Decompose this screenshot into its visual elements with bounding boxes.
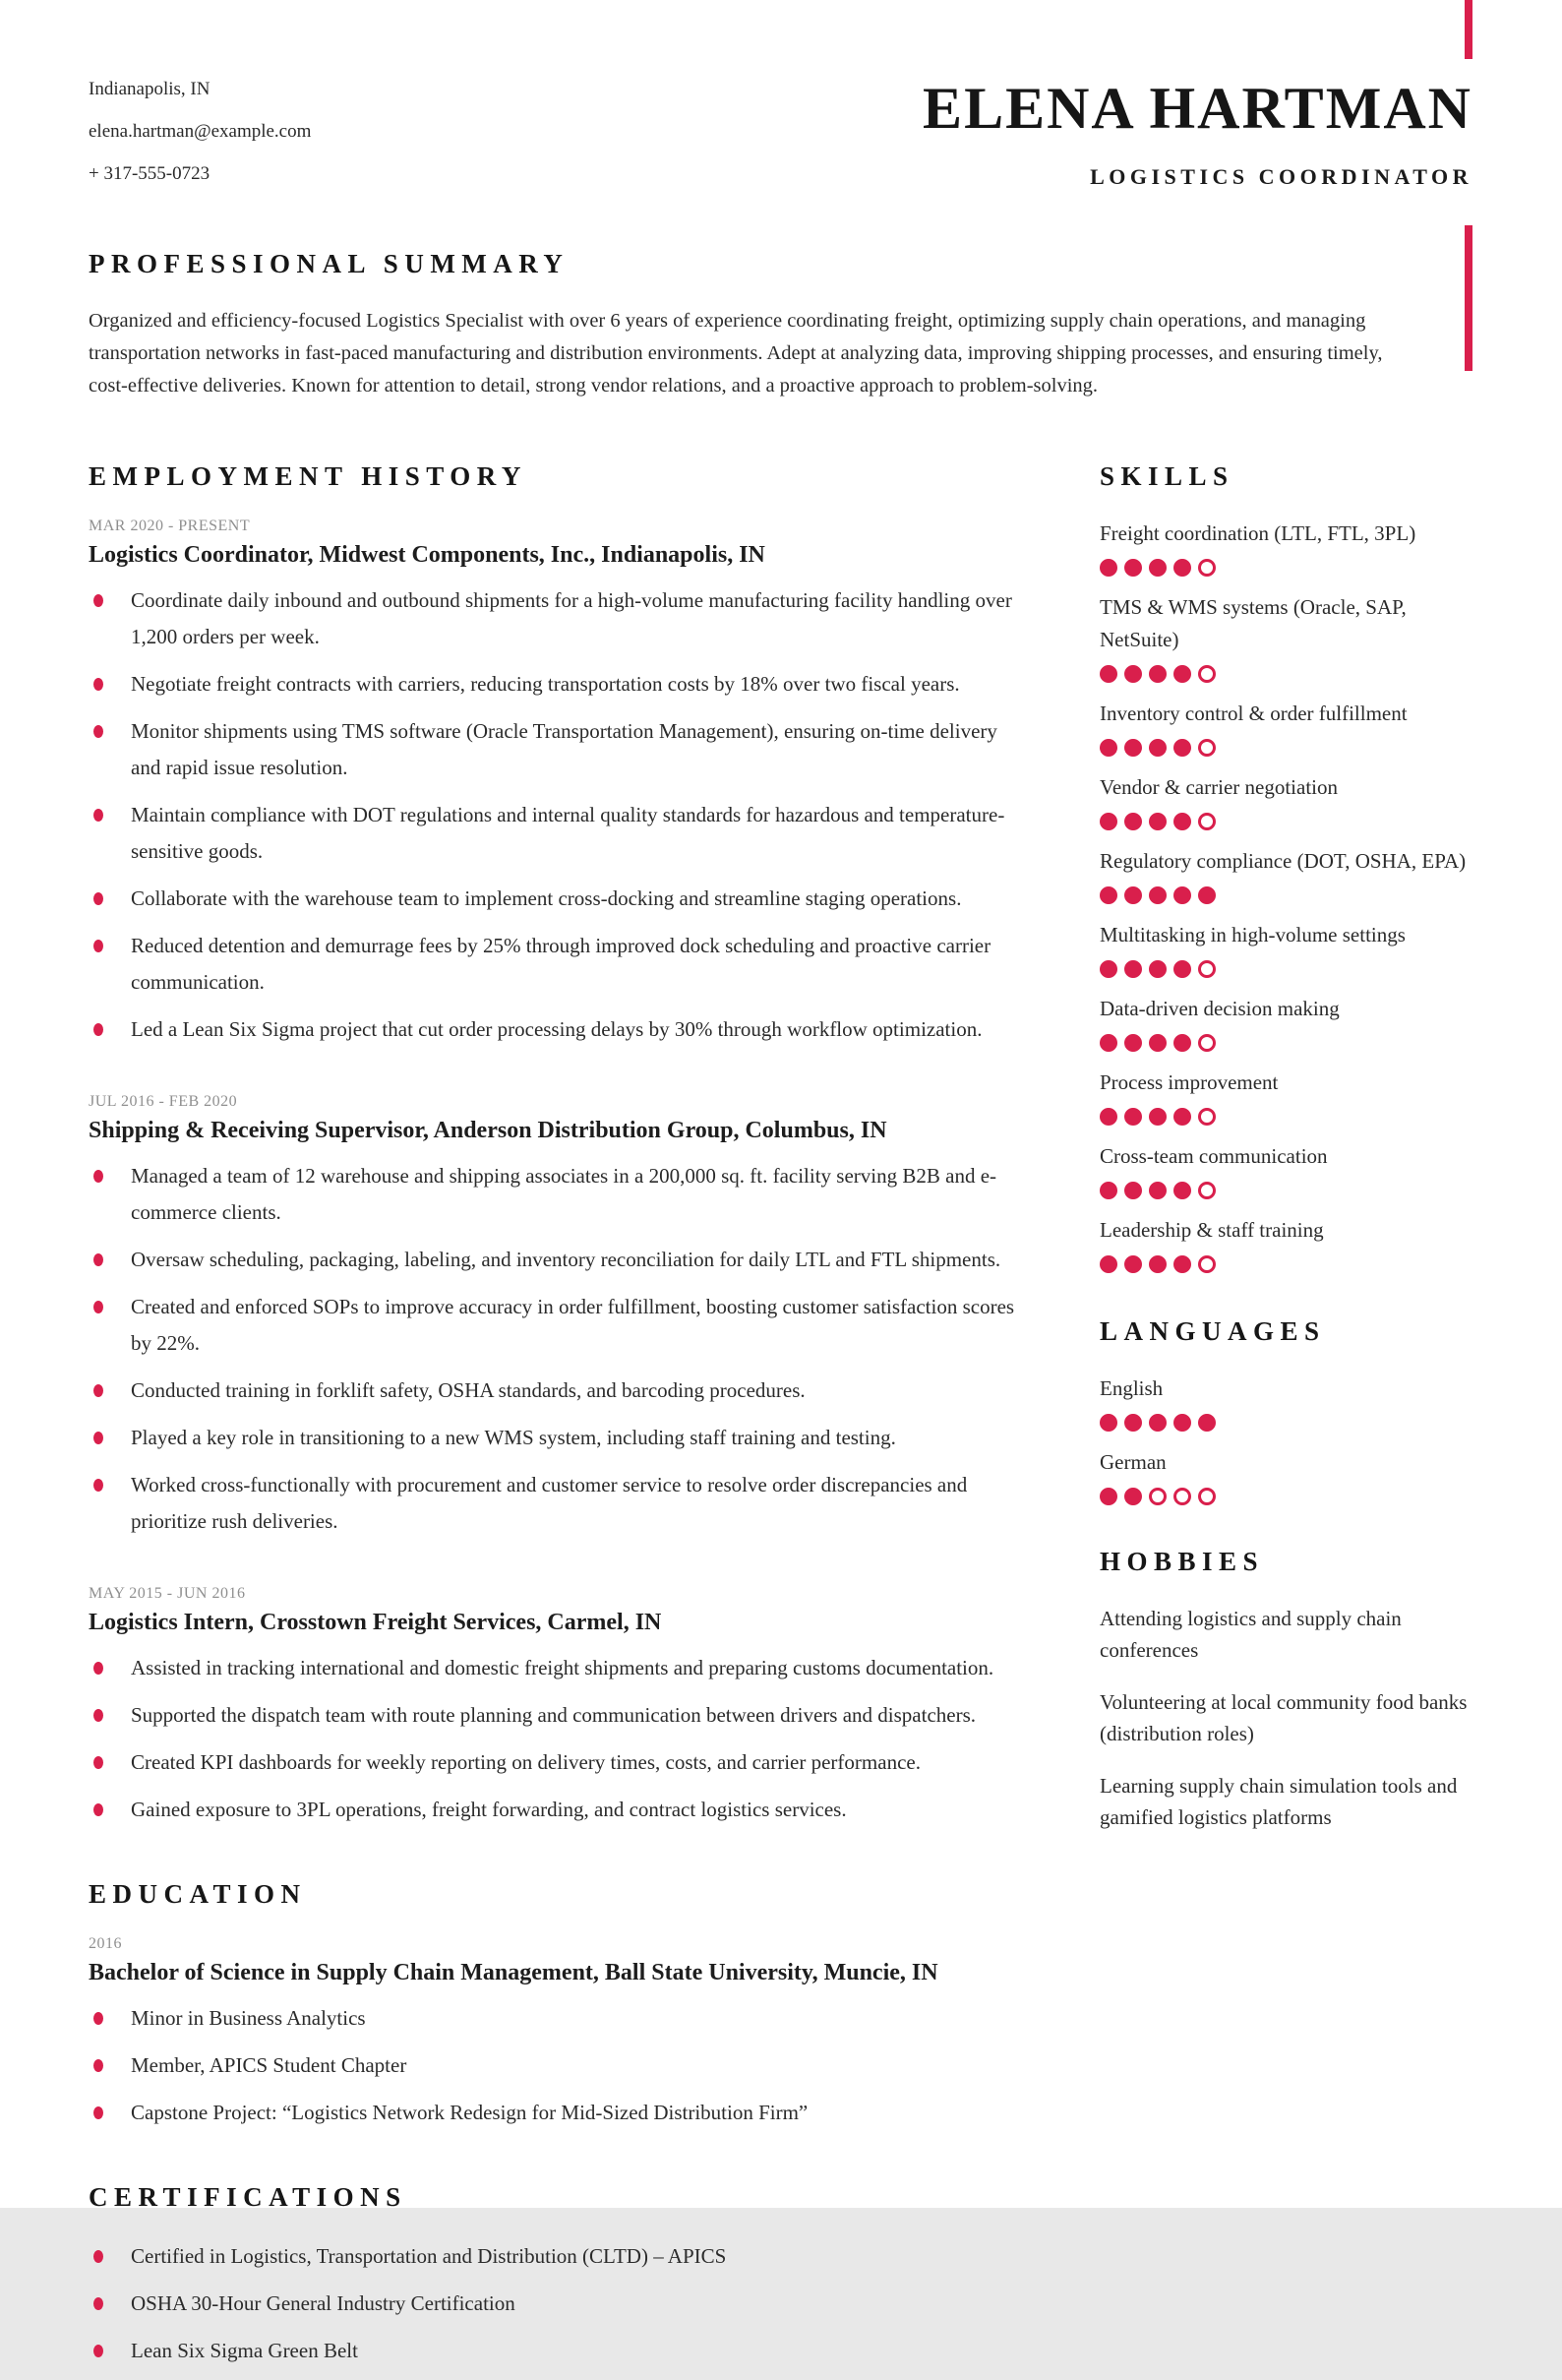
contact-phone: + 317-555-0723: [89, 163, 210, 184]
rating-dot-filled: [1124, 813, 1142, 830]
header: [89, 0, 1472, 206]
hobbies-section: [1100, 1547, 1472, 1833]
main-column: [89, 461, 1028, 2380]
skills-heading: SKILLS: [1100, 461, 1234, 491]
employment-history-section: [89, 461, 1028, 1828]
bullet-text: Gained exposure to 3PL operations, freight forwarding, and contract logistics services.: [131, 1798, 847, 1821]
bullet-text: Certified in Logistics, Transportation and Distribution (CLTD) – APICS: [131, 2244, 727, 2268]
bullet-icon: [93, 2059, 103, 2072]
bullet-icon: [93, 1253, 103, 1266]
certifications-section: [89, 2182, 1028, 2369]
rating-dot-empty: [1198, 1182, 1216, 1199]
bullet-item: [89, 1242, 1028, 1278]
job-dates: JUL 2016 - FEB 2020: [89, 1093, 238, 1110]
rating-dot-empty: [1149, 1488, 1167, 1505]
rating-dot-filled: [1100, 1414, 1117, 1432]
bullet-text: Reduced detention and demurrage fees by 25% through improved dock scheduling and proactive carrier communication.: [131, 934, 991, 994]
education-section: [89, 1879, 1028, 2131]
bullet-icon: [93, 2345, 103, 2357]
education-heading: EDUCATION: [89, 1879, 307, 1909]
sidebar-column: [1100, 461, 1472, 2380]
skill-rating: [1100, 813, 1472, 830]
bullet-item: [89, 2095, 1028, 2131]
rating-dot-empty: [1198, 1034, 1216, 1052]
rating-dot-filled: [1124, 886, 1142, 904]
accent-bar-middle: [1465, 225, 1472, 371]
languages-section: [1100, 1316, 1472, 1505]
rating-dot-filled: [1173, 1108, 1191, 1126]
two-column-layout: [89, 461, 1472, 2380]
skill-rating: [1100, 1108, 1472, 1126]
skill-rating: [1100, 1034, 1472, 1052]
rating-dot-filled: [1149, 813, 1167, 830]
bullet-text: Played a key role in transitioning to a new WMS system, including staff training and testing.: [131, 1426, 896, 1449]
bullet-item: [89, 666, 1028, 702]
rating-dot-filled: [1100, 665, 1117, 683]
bullet-item: [89, 1467, 1028, 1540]
bullet-text: Minor in Business Analytics: [131, 2006, 366, 2030]
rating-dot-filled: [1173, 1414, 1191, 1432]
bullet-icon: [93, 809, 103, 822]
professional-summary-section: [89, 249, 1472, 402]
bullet-icon: [93, 1479, 103, 1492]
bullet-icon: [93, 1709, 103, 1722]
skill-item: [1100, 1140, 1472, 1199]
certifications-bullet-list: [89, 2238, 1028, 2369]
rating-dot-filled: [1173, 559, 1191, 577]
job-dates: MAY 2015 - JUN 2016: [89, 1585, 246, 1602]
bullet-item: [89, 1744, 1028, 1781]
bullet-item: [89, 1158, 1028, 1231]
rating-dot-filled: [1100, 813, 1117, 830]
contact-block: [89, 79, 311, 206]
job-dates: MAR 2020 - PRESENT: [89, 518, 251, 534]
bullet-item: [89, 1792, 1028, 1828]
skill-label: Inventory control & order fulfillment: [1100, 702, 1408, 725]
certifications-heading: CERTIFICATIONS: [89, 2182, 407, 2212]
bullet-text: Negotiate freight contracts with carriers, reducing transportation costs by 18% over two fiscal years.: [131, 672, 960, 696]
rating-dot-filled: [1100, 739, 1117, 757]
bullet-item: [89, 1650, 1028, 1686]
rating-dot-filled: [1149, 559, 1167, 577]
skill-rating: [1100, 1255, 1472, 1273]
rating-dot-empty: [1173, 1488, 1191, 1505]
rating-dot-filled: [1100, 886, 1117, 904]
rating-dot-empty: [1198, 1108, 1216, 1126]
job-bullet-list: [89, 582, 1028, 1048]
rating-dot-filled: [1173, 1182, 1191, 1199]
rating-dot-filled: [1124, 960, 1142, 978]
bullet-icon: [93, 1662, 103, 1675]
hobbies-heading: HOBBIES: [1100, 1547, 1265, 1576]
rating-dot-empty: [1198, 1488, 1216, 1505]
skill-label: Multitasking in high-volume settings: [1100, 923, 1406, 946]
bullet-text: Capstone Project: “Logistics Network Redesign for Mid-Sized Distribution Firm”: [131, 2101, 809, 2124]
rating-dot-filled: [1198, 886, 1216, 904]
hobby-item: Volunteering at local community food banks (distribution roles): [1100, 1690, 1468, 1745]
bullet-icon: [93, 2250, 103, 2263]
bullet-text: Member, APICS Student Chapter: [131, 2053, 407, 2077]
rating-dot-filled: [1198, 1414, 1216, 1432]
bullet-item: [89, 1697, 1028, 1734]
rating-dot-filled: [1173, 886, 1191, 904]
bullet-item: [89, 582, 1028, 655]
rating-dot-filled: [1124, 1108, 1142, 1126]
job-bullet-list: [89, 1158, 1028, 1540]
person-job-title: LOGISTICS COORDINATOR: [1090, 164, 1472, 189]
language-rating: [1100, 1414, 1472, 1432]
skill-label: Data-driven decision making: [1100, 997, 1340, 1020]
bullet-item: [89, 713, 1028, 786]
rating-dot-filled: [1124, 1488, 1142, 1505]
skill-item: [1100, 698, 1472, 757]
bullet-icon: [93, 725, 103, 738]
bullet-item: [89, 1289, 1028, 1362]
bullet-text: OSHA 30-Hour General Industry Certification: [131, 2291, 515, 2315]
bullet-icon: [93, 1170, 103, 1183]
skill-rating: [1100, 739, 1472, 757]
rating-dot-filled: [1100, 1182, 1117, 1199]
hobby-item: Learning supply chain simulation tools and gamified logistics platforms: [1100, 1774, 1458, 1829]
education-dates: 2016: [89, 1935, 122, 1952]
bullet-icon: [93, 594, 103, 607]
rating-dot-filled: [1173, 1255, 1191, 1273]
bullet-text: Maintain compliance with DOT regulations and internal quality standards for hazardous and temperature-sensitive goods.: [131, 803, 1005, 863]
bullet-text: Supported the dispatch team with route planning and communication between drivers and dispatchers.: [131, 1703, 977, 1727]
rating-dot-filled: [1149, 1108, 1167, 1126]
language-rating: [1100, 1488, 1472, 1505]
bullet-item: [89, 2238, 1028, 2275]
rating-dot-filled: [1100, 559, 1117, 577]
rating-dot-filled: [1100, 1108, 1117, 1126]
contact-location: Indianapolis, IN: [89, 79, 210, 99]
bullet-text: Created KPI dashboards for weekly reporting on delivery times, costs, and carrier performance.: [131, 1750, 921, 1774]
rating-dot-filled: [1149, 1034, 1167, 1052]
bullet-icon: [93, 678, 103, 691]
hobby-item: Attending logistics and supply chain conferences: [1100, 1607, 1402, 1662]
job-title: Logistics Intern, Crosstown Freight Services, Carmel, IN: [89, 1610, 662, 1635]
bullet-text: Led a Lean Six Sigma project that cut order processing delays by 30% through workflow optimization.: [131, 1017, 983, 1041]
rating-dot-filled: [1124, 1034, 1142, 1052]
skill-item: [1100, 771, 1472, 830]
skill-rating: [1100, 665, 1472, 683]
bullet-text: Created and enforced SOPs to improve accuracy in order fulfillment, boosting customer satisfaction scores by 22%.: [131, 1295, 1015, 1355]
skill-label: Vendor & carrier negotiation: [1100, 775, 1338, 799]
accent-bar-top: [1465, 0, 1472, 59]
job-bullet-list: [89, 1650, 1028, 1828]
skill-rating: [1100, 960, 1472, 978]
bullet-text: Monitor shipments using TMS software (Oracle Transportation Management), ensuring on-time delivery and rapid issue resolution.: [131, 719, 997, 779]
rating-dot-filled: [1100, 1034, 1117, 1052]
bullet-icon: [93, 2012, 103, 2025]
bullet-item: [89, 2047, 1028, 2084]
bullet-text: Conducted training in forklift safety, OSHA standards, and barcoding procedures.: [131, 1378, 806, 1402]
job-entry: [89, 1585, 1028, 1828]
bullet-text: Coordinate daily inbound and outbound shipments for a high-volume manufacturing facility handling over 1,200 orders per week.: [131, 588, 1012, 648]
job-title: Logistics Coordinator, Midwest Components, Inc., Indianapolis, IN: [89, 542, 765, 568]
rating-dot-empty: [1198, 665, 1216, 683]
skill-label: Cross-team communication: [1100, 1144, 1328, 1168]
rating-dot-filled: [1149, 1255, 1167, 1273]
bullet-icon: [93, 1803, 103, 1816]
bullet-text: Collaborate with the warehouse team to implement cross-docking and streamline staging operations.: [131, 886, 962, 910]
bullet-icon: [93, 1432, 103, 1444]
rating-dot-filled: [1173, 665, 1191, 683]
bullet-item: [89, 797, 1028, 870]
rating-dot-filled: [1173, 739, 1191, 757]
rating-dot-filled: [1173, 813, 1191, 830]
rating-dot-empty: [1198, 1255, 1216, 1273]
bullet-text: Lean Six Sigma Green Belt: [131, 2339, 358, 2362]
language-item: [1100, 1446, 1472, 1505]
job-title: Shipping & Receiving Supervisor, Anderson Distribution Group, Columbus, IN: [89, 1118, 887, 1143]
education-bullet-list: [89, 2000, 1028, 2131]
bullet-icon: [93, 2106, 103, 2119]
rating-dot-filled: [1100, 1255, 1117, 1273]
skill-label: Leadership & staff training: [1100, 1218, 1324, 1242]
language-item: [1100, 1373, 1472, 1432]
rating-dot-filled: [1173, 960, 1191, 978]
summary-heading: PROFESSIONAL SUMMARY: [89, 249, 570, 278]
person-name: ELENA HARTMAN: [923, 76, 1472, 141]
skill-rating: [1100, 886, 1472, 904]
rating-dot-filled: [1124, 1182, 1142, 1199]
rating-dot-filled: [1173, 1034, 1191, 1052]
bullet-item: [89, 1011, 1028, 1048]
rating-dot-filled: [1149, 739, 1167, 757]
education-degree: Bachelor of Science in Supply Chain Management, Ball State University, Muncie, IN: [89, 1960, 938, 1985]
rating-dot-filled: [1149, 960, 1167, 978]
rating-dot-filled: [1124, 665, 1142, 683]
skill-item: [1100, 993, 1472, 1052]
skills-section: [1100, 461, 1472, 1273]
language-label: German: [1100, 1450, 1167, 1474]
rating-dot-filled: [1149, 886, 1167, 904]
skill-item: [1100, 591, 1472, 683]
skill-item: [1100, 1067, 1472, 1126]
bullet-text: Oversaw scheduling, packaging, labeling, and inventory reconciliation for daily LTL and FTL shipments.: [131, 1248, 1001, 1271]
job-entry: [89, 518, 1028, 1048]
rating-dot-empty: [1198, 960, 1216, 978]
bullet-icon: [93, 940, 103, 952]
education-entry: [89, 1935, 1028, 2131]
rating-dot-filled: [1149, 665, 1167, 683]
rating-dot-filled: [1124, 1414, 1142, 1432]
contact-email: elena.hartman@example.com: [89, 121, 312, 142]
bullet-icon: [93, 1384, 103, 1397]
employment-heading: EMPLOYMENT HISTORY: [89, 461, 527, 491]
rating-dot-empty: [1198, 813, 1216, 830]
bullet-icon: [93, 892, 103, 905]
bullet-item: [89, 2286, 1028, 2322]
skill-label: Freight coordination (LTL, FTL, 3PL): [1100, 521, 1416, 545]
rating-dot-empty: [1198, 559, 1216, 577]
job-entry: [89, 1093, 1028, 1540]
language-label: English: [1100, 1376, 1164, 1400]
skill-item: [1100, 1214, 1472, 1273]
skill-rating: [1100, 1182, 1472, 1199]
skill-rating: [1100, 559, 1472, 577]
bullet-item: [89, 928, 1028, 1001]
bullet-item: [89, 1420, 1028, 1456]
rating-dot-filled: [1124, 559, 1142, 577]
bullet-text: Managed a team of 12 warehouse and shipping associates in a 200,000 sq. ft. facility serving B2B and e-commerce clients.: [131, 1164, 997, 1224]
skill-item: [1100, 518, 1472, 577]
languages-heading: LANGUAGES: [1100, 1316, 1326, 1346]
skill-item: [1100, 845, 1472, 904]
bullet-item: [89, 2333, 1028, 2369]
bullet-text: Worked cross-functionally with procurement and customer service to resolve order discrepancies and prioritize rush deliveries.: [131, 1473, 968, 1533]
rating-dot-empty: [1198, 739, 1216, 757]
rating-dot-filled: [1124, 739, 1142, 757]
skill-label: TMS & WMS systems (Oracle, SAP, NetSuite): [1100, 595, 1407, 651]
bullet-icon: [93, 2297, 103, 2310]
rating-dot-filled: [1149, 1414, 1167, 1432]
bullet-item: [89, 881, 1028, 917]
rating-dot-filled: [1100, 1488, 1117, 1505]
bullet-item: [89, 2000, 1028, 2037]
bullet-icon: [93, 1756, 103, 1769]
rating-dot-filled: [1124, 1255, 1142, 1273]
name-block: [923, 76, 1472, 190]
rating-dot-filled: [1149, 1182, 1167, 1199]
bullet-icon: [93, 1301, 103, 1313]
skill-item: [1100, 919, 1472, 978]
rating-dot-filled: [1100, 960, 1117, 978]
bullet-icon: [93, 1023, 103, 1036]
bullet-text: Assisted in tracking international and domestic freight shipments and preparing customs documentation.: [131, 1656, 994, 1679]
skill-label: Regulatory compliance (DOT, OSHA, EPA): [1100, 849, 1467, 873]
skill-label: Process improvement: [1100, 1070, 1279, 1094]
bullet-item: [89, 1373, 1028, 1409]
summary-text: Organized and efficiency-focused Logistics Specialist with over 6 years of experience coordinating freight, optimizing supply chain operations, and managing transportation networks in fast-paced manufacturing and distribution environments. Adept at analyzing data, improving shipping processes, and ensuring timely, cost-effective deliveries. Known for attention to detail, strong vendor relations, and a proactive approach to problem-solving.: [89, 310, 1383, 397]
